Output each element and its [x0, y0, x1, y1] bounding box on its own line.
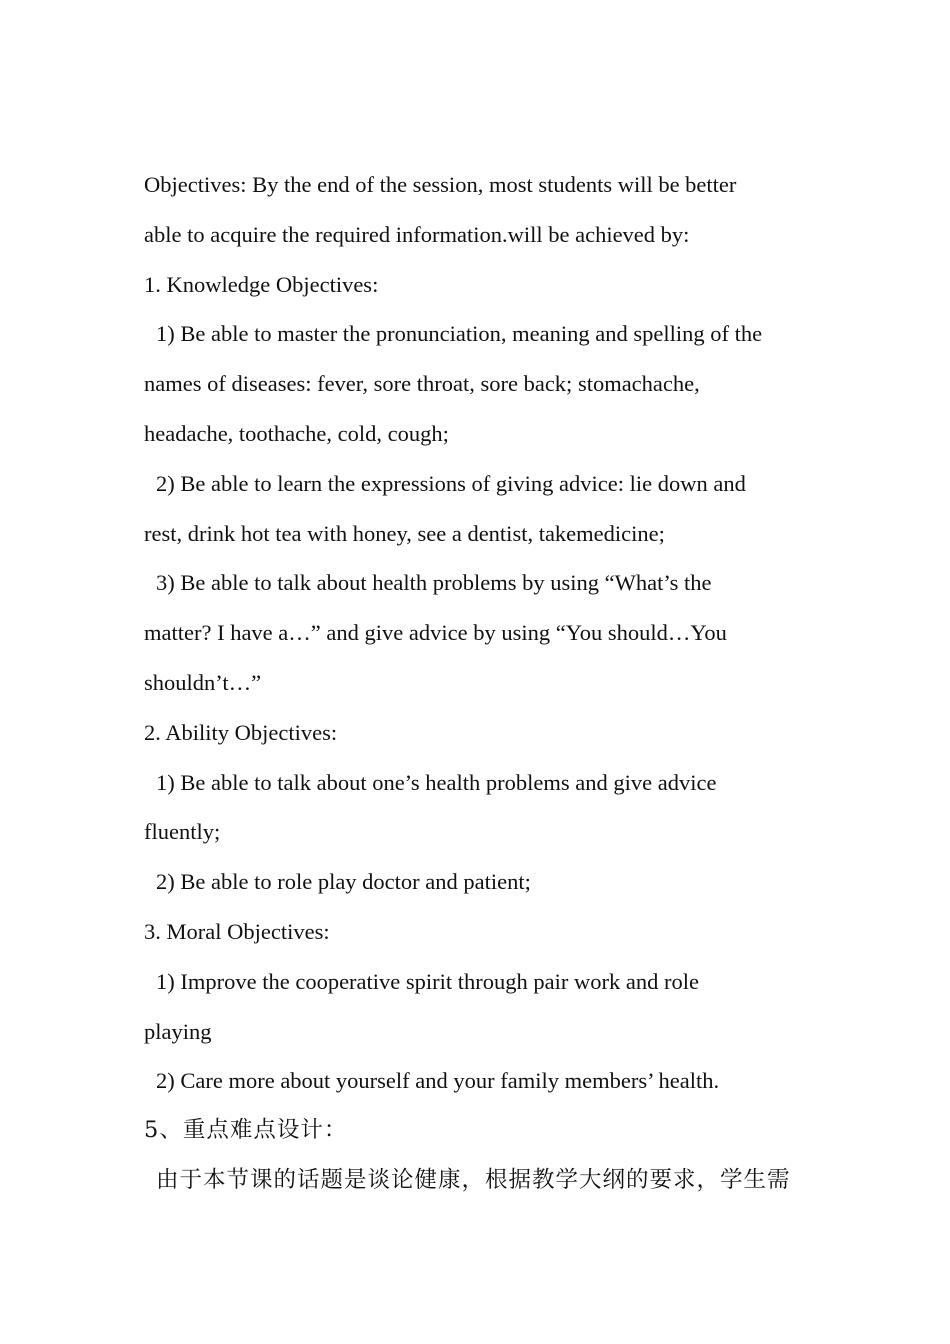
key-difficult-points-heading: 5、重点难点设计：	[144, 1117, 348, 1144]
objectives-line-1: Objectives: By the end of the session, most students will be better	[144, 172, 737, 197]
knowledge-item-1-line-3: headache, toothache, cold, cough;	[144, 420, 449, 446]
moral-item-2: 2) Care more about yourself and your family members’ health.	[156, 1068, 720, 1094]
moral-item-1-line-1: 1) Improve the cooperative spirit through pair work and role	[156, 968, 699, 994]
key-points-paragraph-line-1: 由于本节课的话题是谈论健康，根据教学大纲的要求，学生需	[156, 1166, 791, 1193]
ability-objectives-heading: 2. Ability Objectives:	[144, 719, 338, 745]
knowledge-item-3-line-2: matter? I have a…” and give advice by using “You should…You	[144, 620, 727, 646]
knowledge-item-1-line-2: names of diseases: fever, sore throat, sore back; stomachache,	[144, 371, 700, 397]
ability-item-2: 2) Be able to role play doctor and patient;	[156, 869, 531, 895]
moral-item-1-line-2: playing	[144, 1018, 212, 1044]
ability-item-1-line-1: 1) Be able to talk about one’s health problems and give advice	[156, 769, 717, 795]
knowledge-item-3-line-1: 3) Be able to talk about health problems by using “What’s the	[156, 570, 712, 596]
knowledge-item-1-line-1: 1) Be able to master the pronunciation, meaning and spelling of the	[156, 321, 763, 347]
ability-item-1-line-2: fluently;	[144, 819, 221, 845]
knowledge-item-3-line-3: shouldn’t…”	[144, 669, 262, 695]
document-body	[144, 160, 824, 1206]
objectives-line-2: able to acquire the required information.will be achieved by:	[144, 221, 690, 247]
knowledge-item-2-line-1: 2) Be able to learn the expressions of giving advice: lie down and	[156, 470, 746, 496]
knowledge-objectives-heading: 1. Knowledge Objectives:	[144, 271, 379, 297]
moral-objectives-heading: 3. Moral Objectives:	[144, 918, 330, 944]
knowledge-item-2-line-2: rest, drink hot tea with honey, see a dentist, takemedicine;	[144, 520, 665, 546]
